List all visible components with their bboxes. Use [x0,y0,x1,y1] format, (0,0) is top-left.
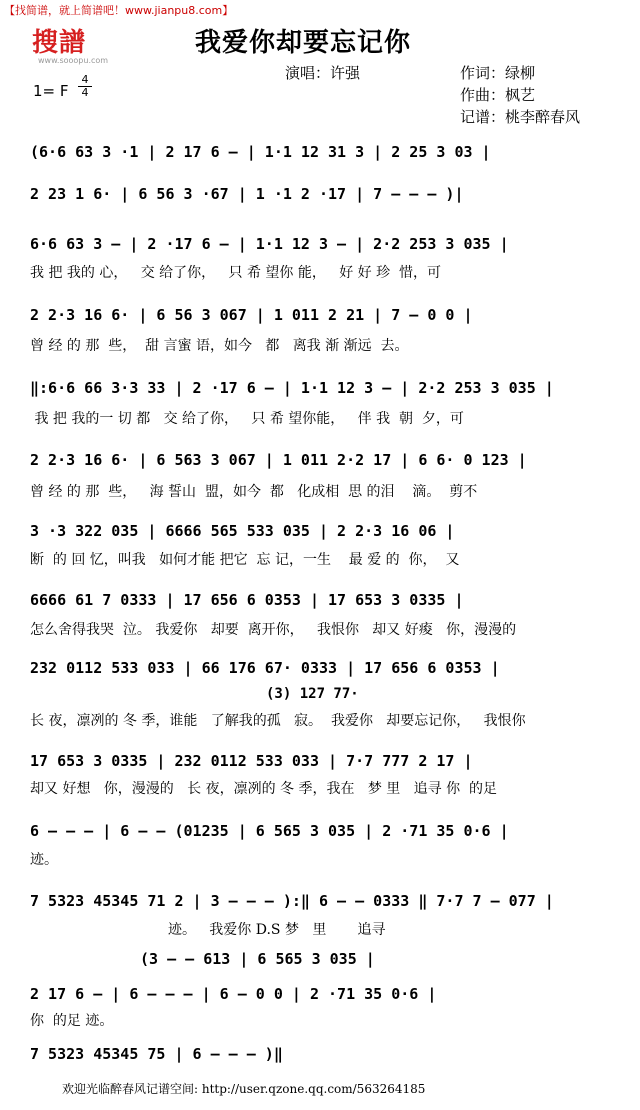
composer: 作曲：枫艺 [460,86,536,104]
score-line: 3 ·3 322 035 | 6666 565 533 035 | 2 2·3 16 06 | [30,522,455,540]
score-line: 7 5323 45345 71 2 | 3 – – – ):‖ 6 – – 0333 ‖ 7·7 7 – 077 | [30,892,554,910]
alt-ending-notes: (3) 127 77· [266,686,359,702]
site-banner[interactable]: 【找简谱，就上简谱吧！www.jianpu8.com】 [4,4,234,17]
lyric-line: 曾 经 的 那 些， 海 誓山 盟，如今 都 化成相 思 的泪 滴。 剪不 [30,484,478,500]
score-line: 2 2·3 16 6· | 6 56 3 067 | 1 011 2 21 | 7 – 0 0 | [30,306,473,324]
score-line: ‖:6·6 66 3·3 33 | 2 ·17 6 – | 1·1 12 3 – | 2·2 253 3 035 | [30,379,554,397]
key-signature: 1= F [33,82,69,100]
site-logo [32,22,142,72]
score-line: 2 2·3 16 6· | 6 563 3 067 | 1 011 2·2 17 | 6 6· 0 123 | [30,451,527,469]
lyric-line: 长 夜，凛冽的 冬 季，谁能 了解我的孤 寂。 我爱你 却要忘记你， 我恨你 [30,713,526,729]
time-signature [78,74,92,99]
singer: 演唱：许强 [285,64,361,82]
lyric-line: 怎么舍得我哭 泣。 我爱你 却要 离开你， 我恨你 却又 好痠 你，漫漫的 [30,622,517,638]
lyric-line: 却又 好想 你，漫漫的 长 夜，凛冽的 冬 季，我在 梦 里 追寻 你 的足 [30,781,498,797]
score-line: 6·6 63 3 – | 2 ·17 6 – | 1·1 12 3 – | 2·2 253 3 035 | [30,235,509,253]
score-line: 2 17 6 – | 6 – – – | 6 – 0 0 | 2 ·71 35 0·6 | [30,985,437,1003]
lyric-line: 迹。 [30,852,58,868]
meter-bottom: 4 [78,86,92,99]
score-line: 232 0112 533 033 | 66 176 67· 0333 | 17 656 6 0353 | [30,659,500,677]
footer-link[interactable]: 欢迎光临醉春风记谱空间: http://user.qzone.qq.com/563264185 [62,1082,426,1096]
score-line: 17 653 3 0335 | 232 0112 533 033 | 7·7 777 2 17 | [30,752,473,770]
score-line: 6666 61 7 0333 | 17 656 6 0353 | 17 653 3 0335 | [30,591,464,609]
lyricist: 作词：绿柳 [460,64,536,82]
logo-url: www.sooopu.com [38,56,109,65]
meter-top: 4 [81,73,89,86]
lyric-line: 你 的足 迹。 [30,1013,114,1029]
lyric-line: 我 把 我的 心， 交 给了你， 只 希 望你 能， 好 好 珍 惜，可 [30,265,442,281]
logo-text: 搜譜 [32,28,87,58]
lyric-line: 迹。 我爱你 D.S 梦 里 追寻 [30,922,386,938]
score-line: (6·6 63 3 ·1 | 2 17 6 – | 1·1 12 31 3 | 2 25 3 03 | [30,143,491,161]
transcriber: 记谱：桃李醉春风 [460,108,581,126]
score-line: 2 23 1 6· | 6 56 3 ·67 | 1 ·1 2 ·17 | 7 – – – )| [30,185,464,203]
score-line-upper: (3 – – 613 | 6 565 3 035 | [140,950,375,968]
score-line: 7 5323 45345 75 | 6 – – – )‖ [30,1045,283,1063]
lyric-line: 我 把 我的一 切 都 交 给了你， 只 希 望你能， 伴 我 朝 夕，可 [30,411,464,427]
lyric-line: 断 的 回 忆，叫我 如何才能 把它 忘 记，一生 最 爱 的 你， 又 [30,552,460,568]
lyric-line: 曾 经 的 那 些， 甜 言蜜 语，如今 都 离我 渐 渐远 去。 [30,338,409,354]
song-title: 我爱你却要忘记你 [195,28,412,58]
score-line: 6 – – – | 6 – – (01235 | 6 565 3 035 | 2 ·71 35 0·6 | [30,822,509,840]
